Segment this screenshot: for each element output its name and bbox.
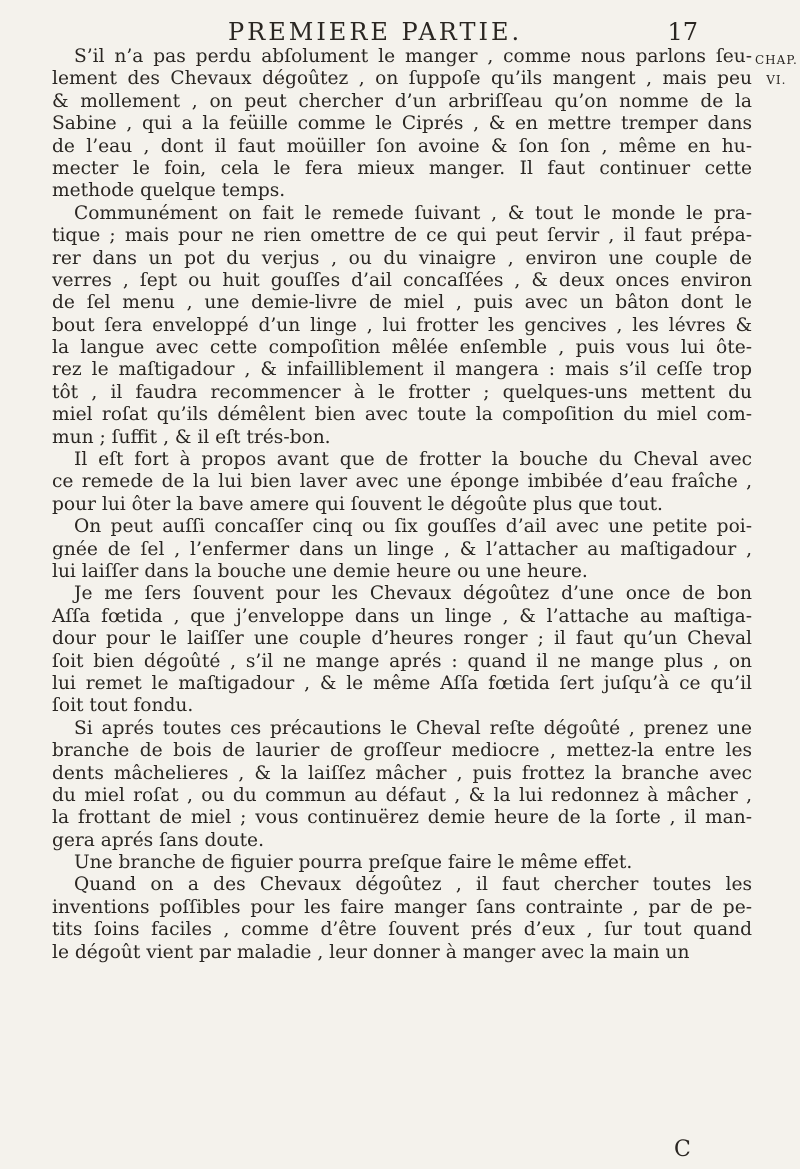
paragraph bbox=[52, 203, 752, 449]
text-line: Je me ſers ſouvent pour les Chevaux dégoûtez d’une once de bon bbox=[74, 583, 752, 605]
text-line: gera aprés ſans doute. bbox=[52, 829, 264, 851]
text-line: Si aprés toutes ces précautions le Cheval reſte dégoûté , prenez une bbox=[74, 717, 752, 739]
text-line: verres , ſept ou huit gouſſes d’ail concaſſées , & deux onces environ bbox=[52, 269, 752, 291]
text-line: la langue avec cette compoſition mêlée enſemble , puis vous lui ôte- bbox=[52, 337, 752, 359]
text-line: branche de bois de laurier de groſſeur mediocre , mettez-la entre les bbox=[52, 740, 752, 762]
text-line: Il eſt fort à propos avant que de frotter la bouche du Cheval avec bbox=[74, 449, 752, 471]
running-head bbox=[228, 18, 698, 46]
text-line: dents mâchelieres , & la laiſſez mâcher , puis frottez la branche avec bbox=[52, 762, 752, 784]
text-line: & mollement , on peut chercher d’un arbriſſeau qu’on nomme de la bbox=[52, 90, 752, 112]
text-line: lui remet le maſtigadour , & le même Aſſa fœtida ſert juſqu’à ce qu’il bbox=[52, 672, 752, 694]
text-line: Une branche de figuier pourra preſque faire le même effet. bbox=[74, 852, 633, 874]
text-line: rer dans un pot du verjus , ou du vinaigre , environ une couple de bbox=[52, 247, 752, 269]
text-line: methode quelque temps. bbox=[52, 180, 286, 202]
paragraph bbox=[52, 874, 752, 964]
paragraph bbox=[52, 852, 752, 874]
text-line: ce remede de la lui bien laver avec une éponge imbibée d’eau fraîche , bbox=[52, 471, 752, 493]
text-line: lui laiſſer dans la bouche une demie heure ou une heure. bbox=[52, 560, 588, 582]
page-number: 17 bbox=[667, 18, 698, 46]
text-line: lement des Chevaux dégoûtez , on ſuppoſe qu’ils mangent , mais peu bbox=[52, 68, 752, 90]
text-line: dour pour le laiſſer une couple d’heures ronger ; il faut qu’un Cheval bbox=[52, 628, 752, 650]
body-text bbox=[52, 46, 752, 964]
text-line: Communément on fait le remede ſuivant , & tout le monde le pra- bbox=[74, 202, 752, 224]
text-line: de ſel menu , une demie-livre de miel , puis avec un bâton dont le bbox=[52, 292, 752, 314]
text-line: ſoit bien dégoûté , s’il ne mange aprés : quand il ne mange plus , on bbox=[52, 650, 752, 672]
text-line: tits ſoins faciles , comme d’être ſouvent prés d’eux , ſur tout quand bbox=[52, 919, 752, 941]
text-line: de l’eau , dont il faut moüiller ſon avoine & ſon ſon , même en hu- bbox=[52, 135, 752, 157]
text-line: pour lui ôter la bave amere qui ſouvent le dégoûte plus que tout. bbox=[52, 493, 663, 515]
text-line: Quand on a des Chevaux dégoûtez , il faut chercher toutes les bbox=[74, 874, 752, 896]
paragraph bbox=[52, 718, 752, 852]
paragraph bbox=[52, 516, 752, 583]
margin-note bbox=[755, 50, 798, 90]
text-line: tôt , il faudra recommencer à le frotter ; quelques-uns mettent du bbox=[52, 381, 752, 403]
margin-note-number: VI. bbox=[766, 73, 787, 87]
running-title: PREMIERE PARTIE. bbox=[228, 18, 523, 46]
paragraph bbox=[52, 46, 752, 203]
text-line: tique ; mais pour ne rien omettre de ce qui peut ſervir , il faut prépa- bbox=[52, 225, 752, 247]
text-line: le dégoût vient par maladie , leur donner à manger avec la main un bbox=[52, 941, 690, 963]
text-line: miel roſat qu’ils démêlent bien avec toute la compoſition du miel com- bbox=[52, 404, 752, 426]
text-line: S’il n’a pas perdu abſolument le manger , comme nous parlons ſeu- bbox=[74, 46, 752, 67]
signature-mark: C bbox=[674, 1137, 691, 1162]
paragraph bbox=[52, 583, 752, 717]
text-line: la frottant de miel ; vous continuërez demie heure de la ſorte , il man- bbox=[52, 807, 752, 829]
text-line: Sabine , qui a la feüille comme le Ciprés , & en mettre tremper dans bbox=[52, 113, 752, 135]
text-line: rez le maſtigadour , & infailliblement il mangera : mais s’il ceſſe trop bbox=[52, 359, 752, 381]
text-line: bout ſera enveloppé d’un linge , lui frotter les gencives , les lévres & bbox=[52, 314, 752, 336]
text-line: inventions poſſibles pour les faire manger ſans contrainte , par de pe- bbox=[52, 896, 752, 918]
paragraph bbox=[52, 449, 752, 516]
text-line: mun ; ſuffit , & il eſt trés-bon. bbox=[52, 426, 331, 448]
text-line: gnée de ſel , l’enfermer dans un linge , & l’attacher au maſtigadour , bbox=[52, 538, 752, 560]
text-line: ſoit tout fondu. bbox=[52, 695, 194, 717]
text-line: Aſſa fœtida , que j’enveloppe dans un linge , & l’attache au maſtiga- bbox=[52, 605, 752, 627]
margin-note-chapter: CHAP. bbox=[755, 53, 798, 67]
text-line: On peut auſſi concaſſer cinq ou ſix gouſſes d’ail avec une petite poi- bbox=[74, 516, 752, 538]
text-line: du miel roſat , ou du commun au défaut , & la lui redonnez à mâcher , bbox=[52, 784, 752, 806]
text-line: mecter le foin, cela le fera mieux manger. Il faut continuer cette bbox=[52, 157, 752, 179]
